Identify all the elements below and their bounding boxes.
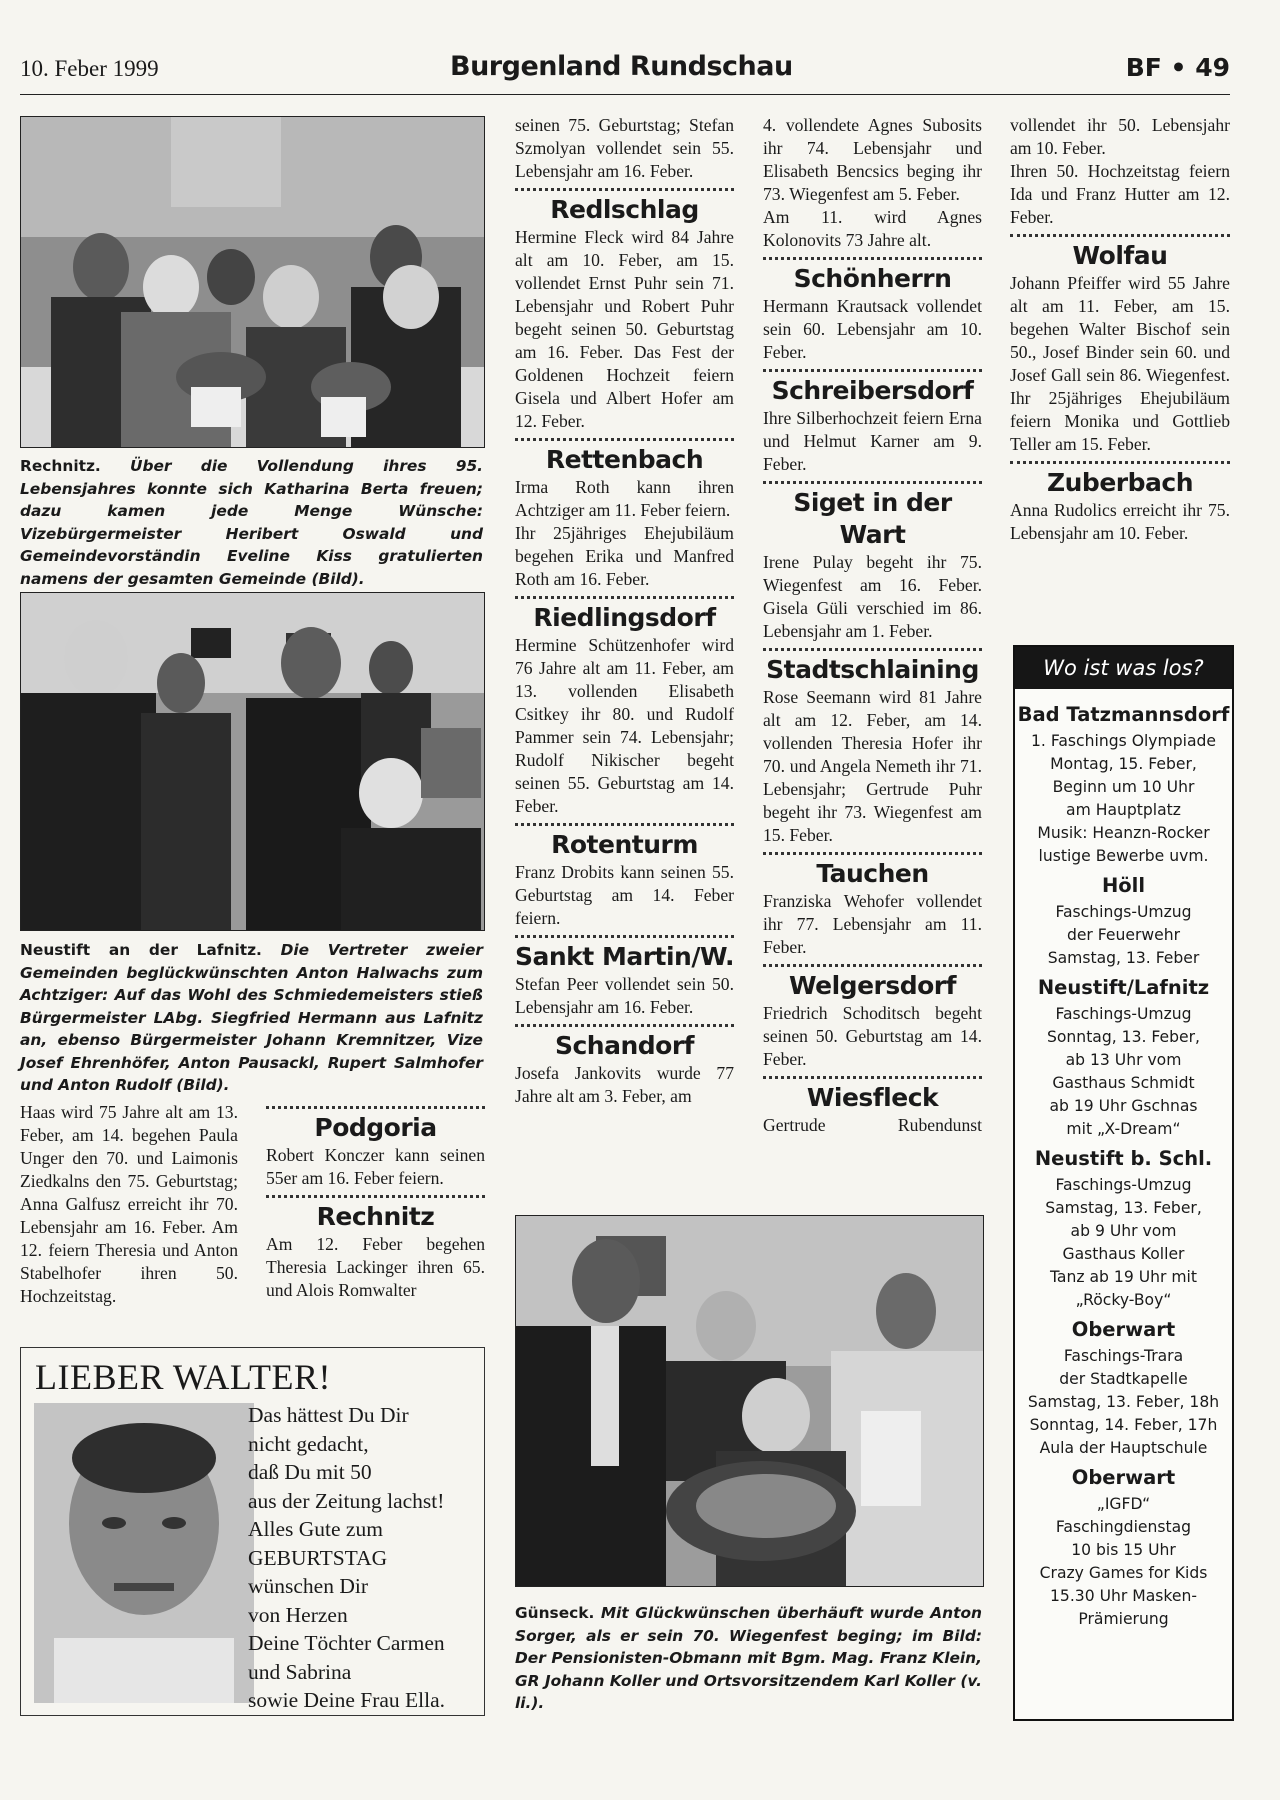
article-text: Franz Drobits kann seinen 55. Geburtstag am 14. Feber feiern. [515,862,734,928]
article-column-1a [20,1101,238,1308]
event-line: „IGFD“ [1096,1495,1151,1513]
event-line: Faschingdienstag [1055,1518,1192,1536]
event-item [1015,973,1232,1141]
article-text: Robert Konczer kann seinen 55er am 16. Feber feiern. [266,1145,485,1188]
portrait-photo [34,1403,254,1703]
section-heading-riedlingsdorf: Riedlingsdorf [533,603,716,632]
section-heading-wolfau: Wolfau [1072,241,1168,270]
event-line: Tanz ab 19 Uhr mit [1049,1268,1198,1286]
ad-line: wünschen Dir [248,1574,369,1598]
event-line: Prämierung [1078,1610,1169,1628]
event-line: ab 13 Uhr vom [1065,1051,1182,1069]
article-text: Friedrich Schoditsch begeht seinen 50. Geburtstag am 14. Feber. [763,1003,982,1069]
photo-guenseck [515,1215,984,1587]
event-line: 15.30 Uhr Masken- [1050,1587,1197,1605]
sidebar-title: Wo ist was los? [1015,647,1232,689]
event-line: Beginn um 10 Uhr [1052,778,1195,796]
event-place: Oberwart [1071,1318,1176,1341]
section-heading-stadtschlaining: Stadtschlaining [766,655,979,684]
section-heading-schoenherrn: Schönherrn [793,264,952,293]
event-place: Neustift b. Schl. [1034,1147,1213,1170]
article-text: seinen 75. Geburtstag; Stefan Szmolyan vollendet sein 55. Lebensjahr am 16. Feber. [515,115,734,181]
article-text: Gertrude Rubendunst [763,1115,982,1135]
article-text: Irene Pulay begeht ihr 75. Wiegenfest am 16. Feber. Gisela Güli verschied im 86. Lebensjahr am 1. Feber. [763,552,982,641]
caption-place: Rechnitz. [20,457,101,475]
ad-line: von Herzen [248,1602,348,1627]
divider [515,596,734,599]
event-line: Faschings-Umzug [1055,1176,1192,1194]
divider [515,823,734,826]
section-heading-schandorf: Schandorf [554,1031,695,1060]
ad-line: sowie Deine Frau Ella. [248,1688,446,1712]
article-text: Haas wird 75 Jahre alt am 13. Feber, am 14. begehen Paula Unger den 70. und Laimonis Ziedkalns den 75. Geburtstag; Anna Galfusz erreicht ihr 70. Lebensjahr am 16. Feber. Am 12. feiern Theresia und Anton Stabelhofer ihren 50. Hochzeitstag. [20,1102,238,1306]
ad-line: und Sabrina [248,1659,352,1684]
event-line: Faschings-Umzug [1055,1005,1192,1023]
article-text: Franziska Wehofer vollendet ihr 77. Lebensjahr am 11. Feber. [763,891,982,957]
section-heading-redlschlag: Redlschlag [550,195,699,224]
divider [1010,234,1230,237]
divider [266,1106,485,1109]
event-line: Musik: Heanzn-Rocker [1037,824,1210,842]
section-heading-rotenturm: Rotenturm [551,830,698,859]
event-line: der Stadtkapelle [1059,1370,1188,1388]
section-heading-schreibersdorf: Schreibersdorf [771,376,974,405]
ad-line: nicht gedacht, [248,1431,369,1456]
events-sidebar [1013,645,1234,1721]
article-text: Josefa Jankovits wurde 77 Jahre alt am 3. Feber, am [515,1063,734,1106]
article-column-4 [1010,114,1230,545]
article-text: Anna Rudolics erreicht ihr 75. Lebensjahr am 10. Feber. [1010,500,1230,543]
photo-neustift [20,592,485,931]
ad-text [248,1401,480,1715]
divider [266,1195,485,1198]
event-place: Neustift/Lafnitz [1037,976,1210,999]
ad-line: aus der Zeitung lachst! [248,1488,445,1513]
caption-guenseck [515,1602,982,1715]
event-line: 10 bis 15 Uhr [1071,1541,1176,1559]
event-item [1015,700,1232,868]
caption-place: Günseck. [515,1604,595,1622]
sidebar-events [1015,689,1232,1631]
caption-rechnitz [20,455,483,590]
event-line: mit „X-Dream“ [1066,1120,1181,1138]
event-line: Gasthaus Koller [1062,1245,1185,1263]
event-line: Sonntag, 14. Feber, 17h [1029,1416,1218,1434]
article-column-3 [763,114,982,1137]
article-text: Rose Seemann wird 81 Jahre alt am 12. Feber, am 14. vollenden Theresia Hofer ihr 70. und Angela Nemeth ihr 71. Lebensjahr; Gertrude Puhr begeht ihr 73. Wiegenfest am 15. Feber. [763,687,982,845]
event-line: Sonntag, 13. Feber, [1046,1028,1200,1046]
divider [1010,461,1230,464]
article-text: Irma Roth kann ihren Achtziger am 11. Feber feiern. [515,477,734,520]
article-text: Am 11. wird Agnes Kolonovits 73 Jahre alt. [763,207,982,250]
divider [763,257,982,260]
ad-line: daß Du mit 50 [248,1460,372,1484]
section-heading-podgoria: Podgoria [314,1113,437,1142]
section-heading-rettenbach: Rettenbach [545,445,704,474]
event-line: ab 19 Uhr Gschnas [1049,1097,1198,1115]
event-place: Oberwart [1071,1466,1176,1489]
section-heading-siget: Siget in der Wart [793,488,952,549]
photo-rechnitz [20,116,485,448]
event-line: ab 9 Uhr vom [1070,1222,1177,1240]
caption-place: Neustift an der Lafnitz. [20,941,262,959]
event-line: Samstag, 13. Feber, [1045,1199,1202,1217]
divider [763,648,982,651]
section-heading-zuberbach: Zuberbach [1047,468,1193,497]
event-line: Samstag, 13. Feber, 18h [1027,1393,1220,1411]
divider [515,438,734,441]
event-item [1015,871,1232,970]
page-header [20,48,1230,95]
divider [515,935,734,938]
article-text: Stefan Peer vollendet sein 50. Lebensjahr am 16. Feber. [515,974,734,1017]
event-item [1015,1144,1232,1312]
ad-line: GEBURTSTAG [248,1545,388,1570]
event-line: 1. Faschings Olympiade [1030,732,1216,750]
event-place: Bad Tatzmannsdorf [1017,703,1230,726]
caption-neustift [20,939,483,1097]
page-number: BF • 49 [1125,53,1230,82]
event-line: lustige Bewerbe uvm. [1038,847,1209,865]
ad-line: Deine Töchter Carmen [248,1631,445,1655]
event-place: Höll [1101,874,1146,897]
birthday-ad-walter [20,1347,485,1716]
section-heading-welgersdorf: Welgersdorf [788,971,957,1000]
event-line: Samstag, 13. Feber [1047,949,1200,967]
article-column-2 [515,114,734,1108]
section-heading-wiesfleck: Wiesfleck [806,1083,939,1112]
article-text: vollendet ihr 50. Lebensjahr am 10. Feber. [1010,115,1230,158]
article-text: Am 12. Feber begehen Theresia Lackinger ihren 65. und Alois Romwalter [266,1234,485,1300]
article-text: Ihr 25jähriges Ehejubiläum begehen Erika und Manfred Roth am 16. Feber. [515,523,734,589]
divider [763,1076,982,1079]
article-text: Hermann Krautsack vollendet sein 60. Lebensjahr am 10. Feber. [763,296,982,362]
newspaper-title: Burgenland Rundschau [450,51,793,82]
event-line: Montag, 15. Feber, [1050,755,1197,773]
ad-line: Das hättest Du Dir [248,1403,409,1427]
caption-text: Mit Glückwünschen überhäuft wurde Anton Sorger, als er sein 70. Wiegenfest beging; im Bild: Der Pensionisten-Obmann mit Bgm. Mag. Franz Klein, GR Johann Koller und Ortsvorsitzendem Karl Koller (v. li.). [515,1604,983,1712]
article-text: Ihre Silberhochzeit feiern Erna und Helmut Karner am 9. Feber. [763,408,982,474]
article-column-1b [266,1101,485,1302]
article-text: Ihren 50. Hochzeitstag feiern Ida und Franz Hutter am 12. Feber. [1010,161,1230,227]
event-line: Faschings-Umzug [1055,903,1192,921]
divider [515,1024,734,1027]
issue-date: 10. Feber 1999 [20,56,159,81]
event-item [1015,1463,1232,1631]
divider [763,481,982,484]
section-heading-rechnitz: Rechnitz [316,1202,435,1231]
event-line: Crazy Games for Kids [1039,1564,1208,1582]
event-line: Gasthaus Schmidt [1052,1074,1195,1092]
divider [763,369,982,372]
caption-text: Über die Vollendung ihres 95. Lebensjahres konnte sich Katharina Berta freuen; dazu kamen jede Menge Wünsche: Vizebürgermeister Heribert Oswald und Gemeindevorständin Eveline Kiss gratulierten namens der gesamten Gemeinde (Bild). [20,457,483,588]
article-text: Hermine Fleck wird 84 Jahre alt am 10. Feber, am 15. vollendet Ernst Puhr sein 71. Lebensjahr und Robert Puhr begeht seinen 50. Geburtstag am 16. Feber. Das Fest der Goldenen Hochzeit feiern Gisela und Albert Hofer am 12. Feber. [515,227,734,431]
event-item [1015,1315,1232,1460]
event-line: Aula der Hauptschule [1039,1439,1208,1457]
event-line: der Feuerwehr [1066,926,1181,944]
section-heading-tauchen: Tauchen [816,859,929,888]
divider [763,852,982,855]
event-line: am Hauptplatz [1066,801,1181,819]
article-text: Johann Pfeiffer wird 55 Jahre alt am 11. Feber, am 15. begehen Walter Bischof sein 50., Josef Binder sein 60. und Josef Gall sein 86. Wiegenfest. Ihr 25jähriges Ehejubiläum feiern Monika und Gottlieb Teller am 15. Feber. [1010,273,1230,454]
caption-text: Die Vertreter zweier Gemeinden beglückwünschten Anton Halwachs zum Achtziger: Auf das Wohl des Schmiedemeisters stieß Bürgermeister LAbg. Siegfried Hermann aus Lafnitz an, ebenso Bürgermeister Johann Kremnitzer, Vize Josef Ehrenhöfer, Anton Pausackl, Rupert Salmhofer und Anton Rudolf (Bild). [20,941,483,1094]
divider [515,188,734,191]
section-heading-sankt-martin: Sankt Martin/W. [515,942,735,971]
event-line: Faschings-Trara [1063,1347,1184,1365]
ad-title: LIEBER WALTER! [35,1357,331,1397]
article-text: 4. vollendete Agnes Subosits ihr 74. Lebensjahr und Elisabeth Bencsics beging ihr 73. Wiegenfest am 5. Feber. [763,115,982,204]
ad-line: Alles Gute zum [248,1517,383,1541]
divider [763,964,982,967]
event-line: „Röcky-Boy“ [1075,1291,1172,1309]
article-text: Hermine Schützenhofer wird 76 Jahre alt am 11. Feber, am 13. vollenden Elisabeth Csitkey ihr 80. und Rudolf Pammer sein 74. Lebensjahr; Rudolf Nikischer begeht seinen 55. Geburtstag am 14. Feber. [515,635,734,816]
